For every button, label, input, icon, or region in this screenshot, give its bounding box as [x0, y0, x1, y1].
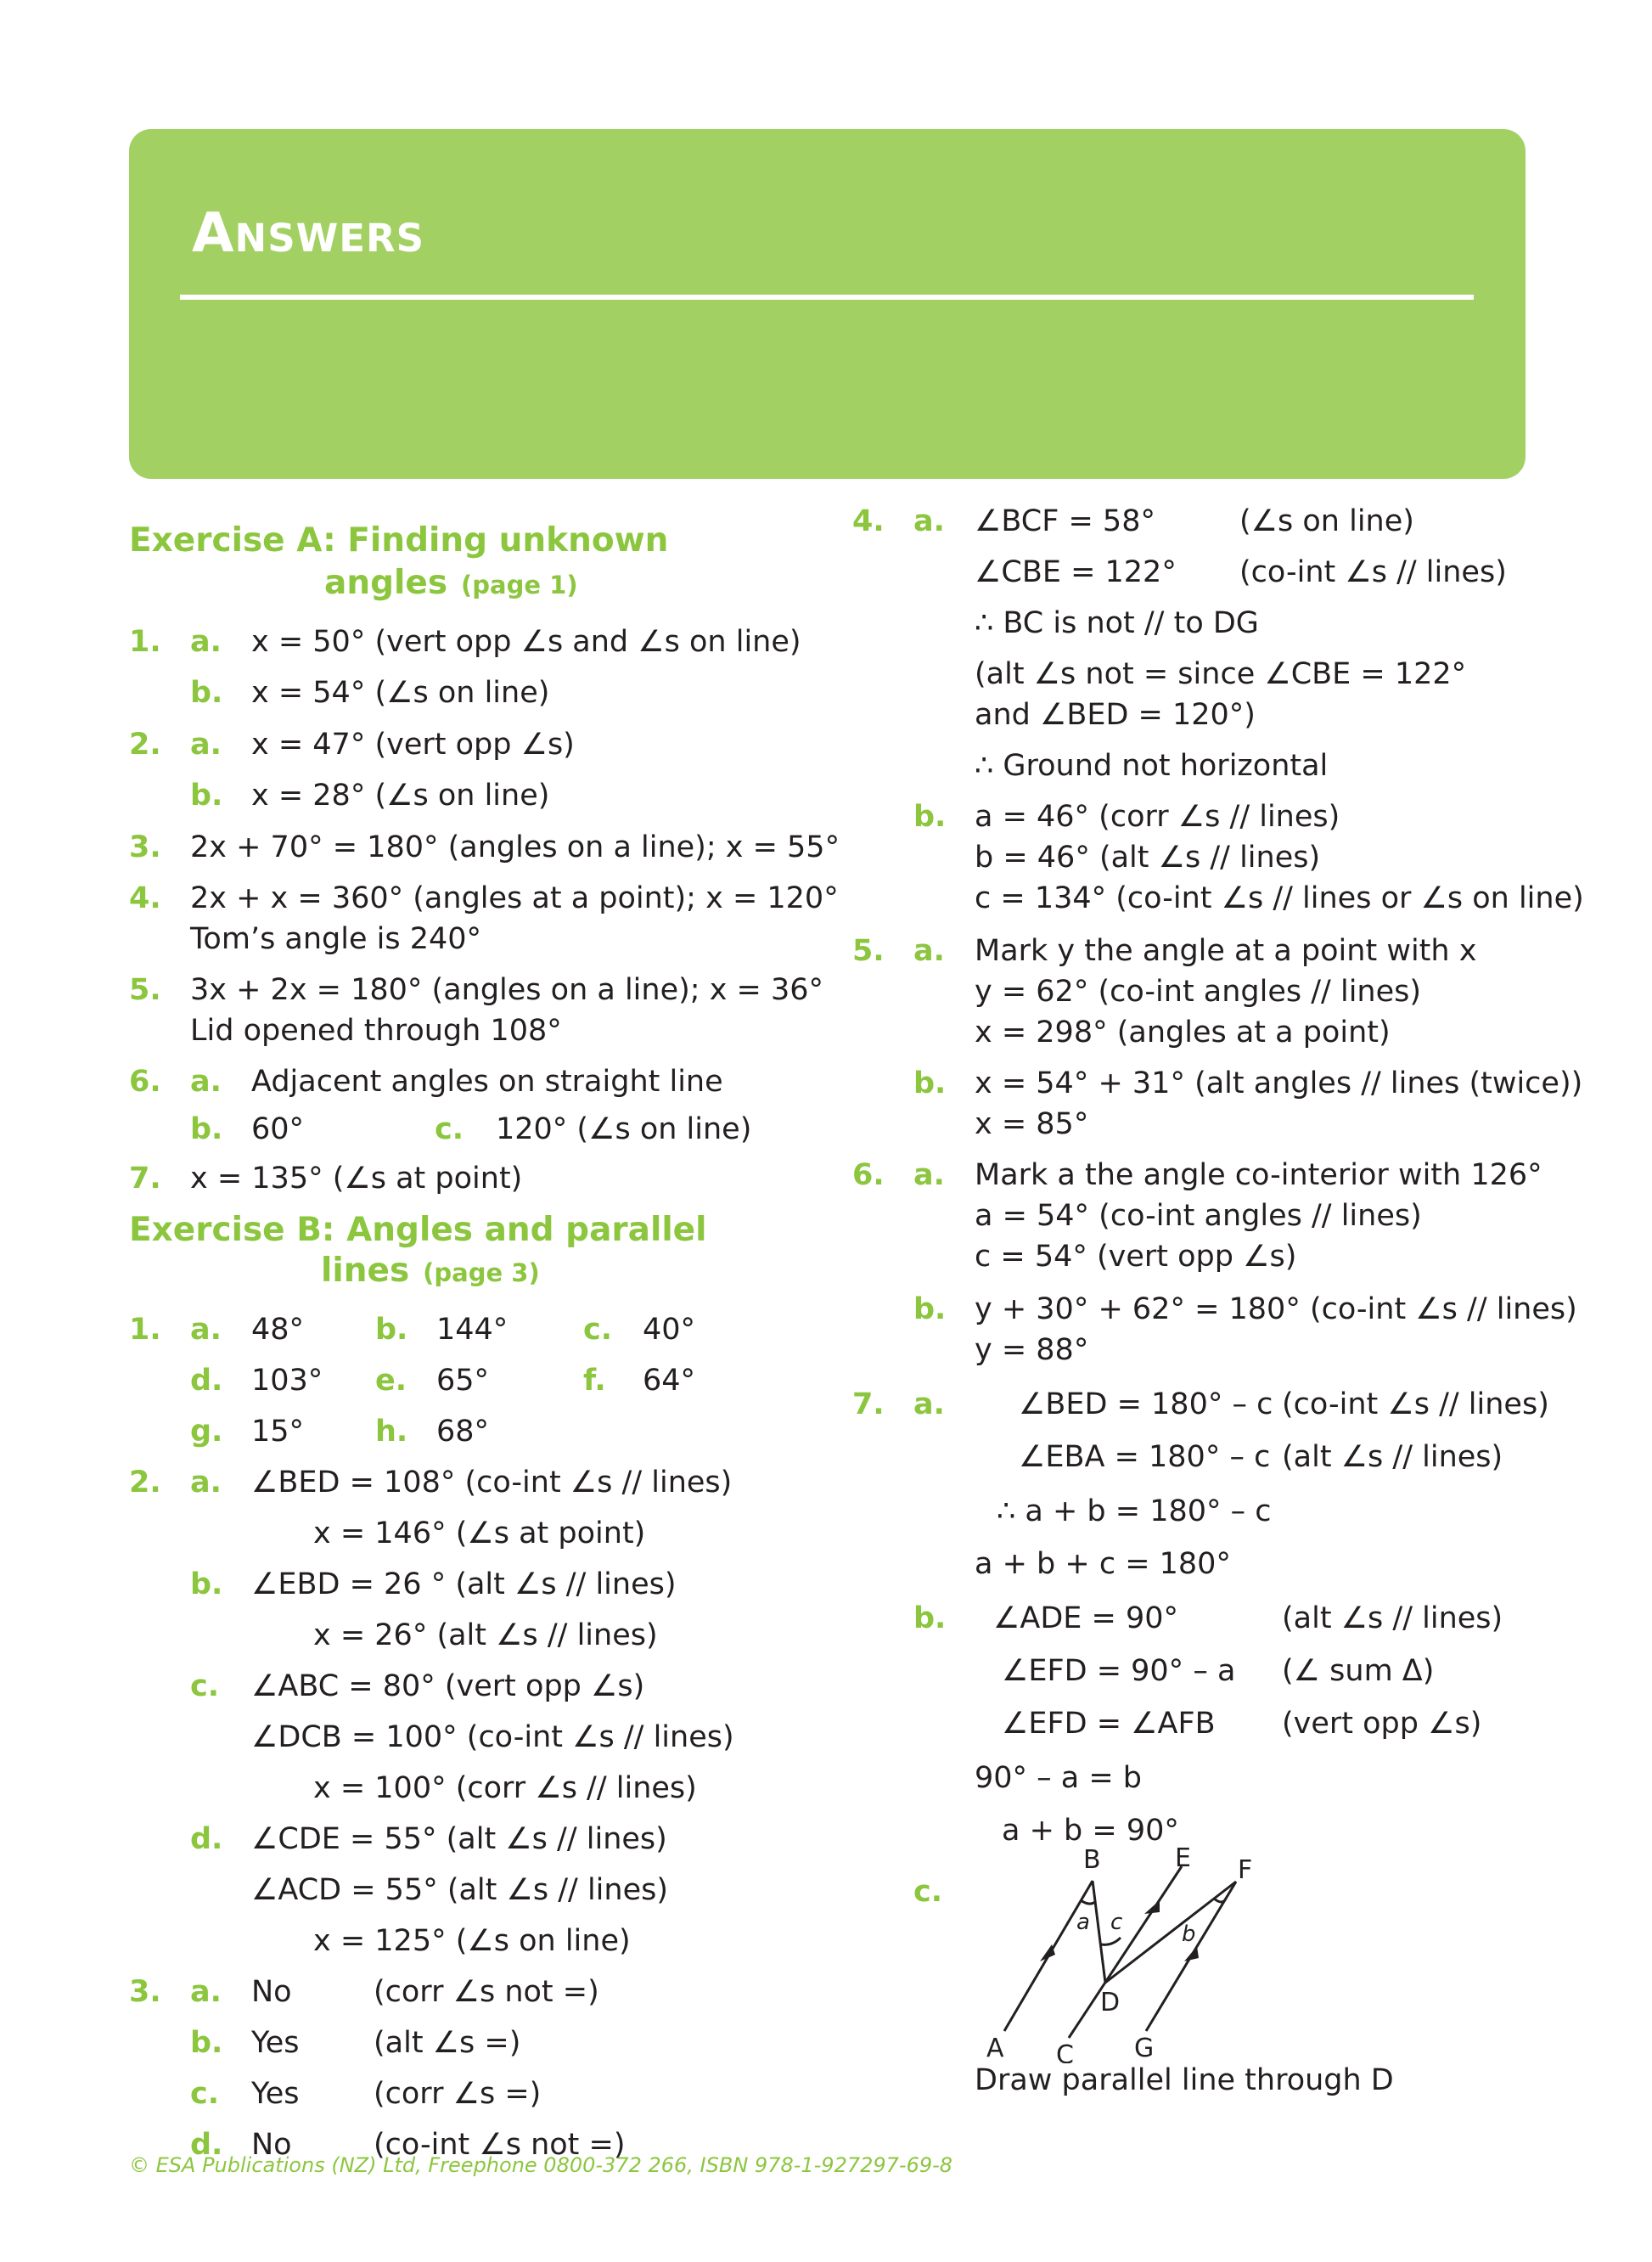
question-number: 2.	[129, 728, 161, 762]
part-label: b.	[913, 800, 947, 834]
answer-reason: (∠ sum Δ)	[1282, 1654, 1435, 1688]
label-D: D	[1100, 1988, 1121, 2017]
part-label: a.	[913, 1158, 945, 1192]
angle-arc-c	[1101, 1938, 1121, 1944]
answer-line: x = 54° + 31° (alt angles // lines (twice))	[975, 1066, 1583, 1100]
answer-line: 60°	[251, 1112, 305, 1146]
answer-line: ∠CBE = 122°	[975, 555, 1177, 589]
label-angle-a: a	[1076, 1910, 1090, 1935]
answer-line: ∠DCB = 100° (co-int ∠s // lines)	[251, 1720, 734, 1754]
part-label: b.	[190, 676, 223, 710]
part-label: c.	[190, 2077, 220, 2111]
exercise-b-heading: Exercise B: Angles and parallel	[129, 1211, 707, 1249]
answer-line: x = 125° (∠s on line)	[313, 1924, 631, 1958]
answer-value: 48°	[251, 1313, 305, 1347]
question-number: 2.	[129, 1466, 161, 1500]
part-label: c.	[190, 1669, 220, 1703]
answer-line: 3x + 2x = 180° (angles on a line); x = 36°	[190, 973, 824, 1007]
question-number: 3.	[129, 830, 161, 864]
answer-line: c = 134° (co-int ∠s // lines or ∠s on line)	[975, 881, 1584, 915]
part-label: f.	[583, 1364, 606, 1398]
part-label: e.	[375, 1364, 407, 1398]
question-number: 6.	[852, 1158, 885, 1192]
exercise-b-page-ref: (page 3)	[423, 1258, 540, 1287]
part-label: b.	[190, 1112, 223, 1146]
answer-line: Mark y the angle at a point with x	[975, 934, 1477, 968]
answer-line: x = 50° (vert opp ∠s and ∠s on line)	[251, 625, 801, 659]
question-number: 6.	[129, 1065, 161, 1099]
arrow-on-gf	[1184, 1946, 1199, 1961]
answer-line: Tom’s angle is 240°	[190, 922, 482, 956]
answer-value: 40°	[643, 1313, 696, 1347]
part-label: b.	[190, 1567, 223, 1601]
answer-value: 65°	[436, 1364, 490, 1398]
part-label: a.	[190, 1466, 222, 1500]
answer-line: x = 85°	[975, 1107, 1089, 1141]
part-label: d.	[190, 2128, 223, 2162]
answer-line: ∠CDE = 55° (alt ∠s // lines)	[251, 1822, 667, 1856]
label-C: C	[1056, 2040, 1074, 2063]
answer-reason: (corr ∠s =)	[374, 2077, 542, 2111]
answers-banner	[129, 129, 1526, 479]
exercise-a-page-ref: (page 1)	[461, 571, 578, 599]
part-label: b.	[190, 779, 223, 813]
answer-line: x = 28° (∠s on line)	[251, 779, 550, 813]
question-number: 7.	[852, 1387, 885, 1421]
answer-reason: (corr ∠s not =)	[374, 1975, 599, 2009]
answer-line: ∠EFD = ∠AFB	[1002, 1707, 1216, 1741]
part-label: a.	[190, 625, 222, 659]
title-rule	[180, 295, 1474, 300]
answer-line: a + b = 90°	[1002, 1814, 1179, 1848]
part-label: c.	[435, 1112, 464, 1146]
answer-line: y + 30° + 62° = 180° (co-int ∠s // lines)	[975, 1292, 1577, 1326]
answer-line: x = 54° (∠s on line)	[251, 676, 550, 710]
answer-line: b = 46° (alt ∠s // lines)	[975, 841, 1321, 875]
part-label: a.	[190, 1975, 222, 2009]
answer-line: ∠ABC = 80° (vert opp ∠s)	[251, 1669, 645, 1703]
answer-reason: (alt ∠s =)	[374, 2026, 521, 2060]
page-title: Answers	[192, 202, 425, 265]
answer-value: Yes	[251, 2026, 300, 2060]
answer-reason: (alt ∠s // lines)	[1282, 1601, 1503, 1635]
answer-line: (alt ∠s not = since ∠CBE = 122°	[975, 657, 1467, 691]
question-number: 5.	[129, 973, 161, 1007]
answer-line: 90° – a = b	[975, 1761, 1143, 1795]
exercise-b-heading-line2	[321, 1250, 540, 1294]
answer-line: ∴ a + b = 180° – c	[997, 1494, 1272, 1528]
label-angle-c: c	[1110, 1910, 1123, 1935]
part-label: h.	[375, 1415, 408, 1449]
exercise-a-title-word: angles	[324, 564, 448, 602]
answer-line: x = 146° (∠s at point)	[313, 1516, 646, 1550]
answer-value: 64°	[643, 1364, 696, 1398]
answer-line: 120° (∠s on line)	[496, 1112, 752, 1146]
answer-line: a + b + c = 180°	[975, 1547, 1231, 1581]
part-label: b.	[913, 1292, 947, 1326]
label-F: F	[1238, 1855, 1253, 1885]
question-number: 5.	[852, 934, 885, 968]
question-number: 4.	[129, 881, 161, 915]
answer-reason: (∠s on line)	[1239, 504, 1414, 538]
answer-line: c = 54° (vert opp ∠s)	[975, 1240, 1297, 1274]
answer-line: ∠ACD = 55° (alt ∠s // lines)	[251, 1873, 669, 1907]
question-number: 7.	[129, 1162, 161, 1196]
part-label: b.	[375, 1313, 408, 1347]
answer-line: ∠BED = 108° (co-int ∠s // lines)	[251, 1466, 733, 1500]
label-G: G	[1134, 2034, 1155, 2063]
answer-line: x = 135° (∠s at point)	[190, 1162, 523, 1196]
line-bd	[1093, 1881, 1105, 1983]
part-label: b.	[913, 1066, 947, 1100]
angle-arc-b	[1214, 1899, 1226, 1902]
part-label: g.	[190, 1415, 223, 1449]
part-label: b.	[913, 1601, 947, 1635]
answer-line: x = 298° (angles at a point)	[975, 1016, 1391, 1049]
answer-reason: (alt ∠s // lines)	[1282, 1440, 1503, 1474]
label-angle-b: b	[1182, 1922, 1196, 1947]
answer-line: ∠BCF = 58°	[975, 504, 1155, 538]
answer-value: 103°	[251, 1364, 323, 1398]
answer-line: ∠EBD = 26 ° (alt ∠s // lines)	[251, 1567, 677, 1601]
part-label: b.	[190, 2026, 223, 2060]
question-number: 1.	[129, 625, 161, 659]
part-label: a.	[913, 504, 945, 538]
question-number: 3.	[129, 1975, 161, 2009]
exercise-b-title-word: lines	[321, 1252, 410, 1290]
answer-line: ∠EBA = 180° – c	[1019, 1440, 1271, 1474]
answer-reason: (co-int ∠s // lines)	[1239, 555, 1507, 589]
answer-value: No	[251, 1975, 292, 2009]
exercise-a-heading-line2	[324, 562, 578, 606]
part-label: d.	[190, 1822, 223, 1856]
answer-line: a = 46° (corr ∠s // lines)	[975, 800, 1340, 834]
answer-value: 68°	[436, 1415, 490, 1449]
answer-line: y = 88°	[975, 1333, 1089, 1367]
answer-line: and ∠BED = 120°)	[975, 698, 1256, 732]
answer-line: Lid opened through 108°	[190, 1014, 562, 1048]
answer-line: y = 62° (co-int angles // lines)	[975, 975, 1422, 1009]
answer-value: No	[251, 2128, 292, 2162]
answer-line: ∠ADE = 90°	[993, 1601, 1178, 1635]
answer-line: ∠BED = 180° – c	[1019, 1387, 1273, 1421]
exercise-a-heading: Exercise A: Finding unknown	[129, 521, 669, 560]
answer-line: ∴ Ground not horizontal	[975, 749, 1329, 783]
question-number: 4.	[852, 504, 885, 538]
copyright-footer: © ESA Publications (NZ) Ltd, Freephone 0800-372 266, ISBN 978-1-927297-69-8	[129, 2153, 953, 2177]
part-label: a.	[190, 728, 222, 762]
answer-value: Yes	[251, 2077, 300, 2111]
label-E: E	[1175, 1843, 1191, 1873]
answer-line: x = 26° (alt ∠s // lines)	[313, 1618, 658, 1652]
label-B: B	[1083, 1845, 1101, 1875]
figure-caption: Draw parallel line through D	[975, 2063, 1394, 2097]
part-label: a.	[190, 1313, 222, 1347]
answer-reason: (vert opp ∠s)	[1282, 1707, 1482, 1741]
answer-line: x = 47° (vert opp ∠s)	[251, 728, 575, 762]
answer-line: a = 54° (co-int angles // lines)	[975, 1199, 1422, 1233]
part-label: a.	[913, 1387, 945, 1421]
answer-value: 144°	[436, 1313, 509, 1347]
answer-line: 2x + 70° = 180° (angles on a line); x = 55°	[190, 830, 840, 864]
question-number: 1.	[129, 1313, 161, 1347]
label-A: A	[986, 2034, 1004, 2063]
part-label: d.	[190, 1364, 223, 1398]
answer-reason: (co-int ∠s not =)	[374, 2128, 626, 2162]
answer-line: Adjacent angles on straight line	[251, 1065, 723, 1099]
answer-line: 2x + x = 360° (angles at a point); x = 120°	[190, 881, 839, 915]
answer-line: Mark a the angle co-interior with 126°	[975, 1158, 1542, 1192]
line-df	[1105, 1882, 1236, 1983]
parallel-lines-diagram	[968, 1834, 1307, 2063]
part-label: a.	[913, 934, 945, 968]
answer-line: ∴ BC is not // to DG	[975, 606, 1259, 640]
angle-arc-a	[1081, 1900, 1095, 1904]
answer-line: x = 100° (corr ∠s // lines)	[313, 1771, 697, 1805]
answer-value: 15°	[251, 1415, 305, 1449]
part-label: c.	[583, 1313, 613, 1347]
answer-line: ∠EFD = 90° – a	[1002, 1654, 1236, 1688]
part-label: a.	[190, 1065, 222, 1099]
answer-reason: (co-int ∠s // lines)	[1282, 1387, 1549, 1421]
part-label: c.	[913, 1875, 943, 1909]
